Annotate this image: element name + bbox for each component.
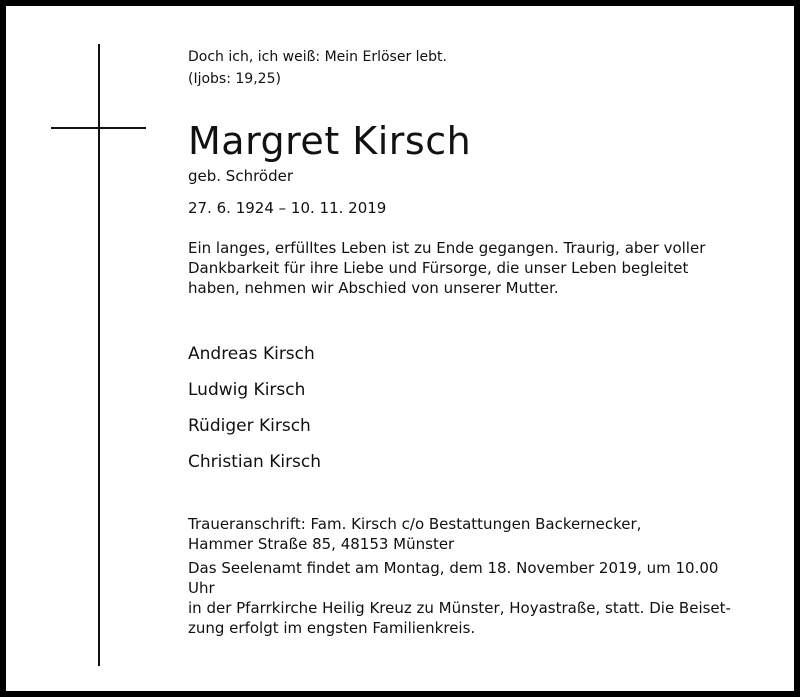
farewell-message xyxy=(188,238,748,298)
bible-verse-text: Doch ich, ich weiß: Mein Erlöser lebt. xyxy=(188,49,447,65)
bible-verse xyxy=(188,46,748,90)
service-details-line: in der Pfarrkirche Heilig Kreuz zu Münster, Hoyastraße, statt. Die Beiset- xyxy=(188,599,731,617)
service-details-line: zung erfolgt im engsten Familienkreis. xyxy=(188,619,476,637)
bible-verse-reference: (Ijobs: 19,25) xyxy=(188,71,281,87)
mourner-name: Ludwig Kirsch xyxy=(188,380,306,400)
mourners-list xyxy=(188,336,748,480)
notice-content xyxy=(188,46,748,638)
maiden-name: geb. Schröder xyxy=(188,167,294,185)
mourner-name: Rüdiger Kirsch xyxy=(188,416,311,436)
mourner-name: Andreas Kirsch xyxy=(188,344,315,364)
service-details xyxy=(188,558,748,638)
cross-icon-vertical-bar xyxy=(98,44,100,666)
farewell-message-line: Dankbarkeit für ihre Liebe und Fürsorge, die unser Leben begleitet xyxy=(188,259,689,277)
mourner-name: Christian Kirsch xyxy=(188,452,322,472)
mourning-address-line: Hammer Straße 85, 48153 Münster xyxy=(188,535,455,553)
obituary-notice xyxy=(6,6,794,691)
mourning-address-line: Traueranschrift: Fam. Kirsch c/o Bestattungen Backernecker, xyxy=(188,515,642,533)
cross-icon-horizontal-bar xyxy=(51,127,146,129)
mourning-address xyxy=(188,514,748,554)
service-details-line: Das Seelenamt findet am Montag, dem 18. November 2019, um 10.00 Uhr xyxy=(188,559,719,597)
life-dates: 27. 6. 1924 – 10. 11. 2019 xyxy=(188,199,387,217)
deceased-name: Margret Kirsch xyxy=(188,119,472,163)
farewell-message-line: haben, nehmen wir Abschied von unserer Mutter. xyxy=(188,279,559,297)
farewell-message-line: Ein langes, erfülltes Leben ist zu Ende gegangen. Traurig, aber voller xyxy=(188,239,706,257)
